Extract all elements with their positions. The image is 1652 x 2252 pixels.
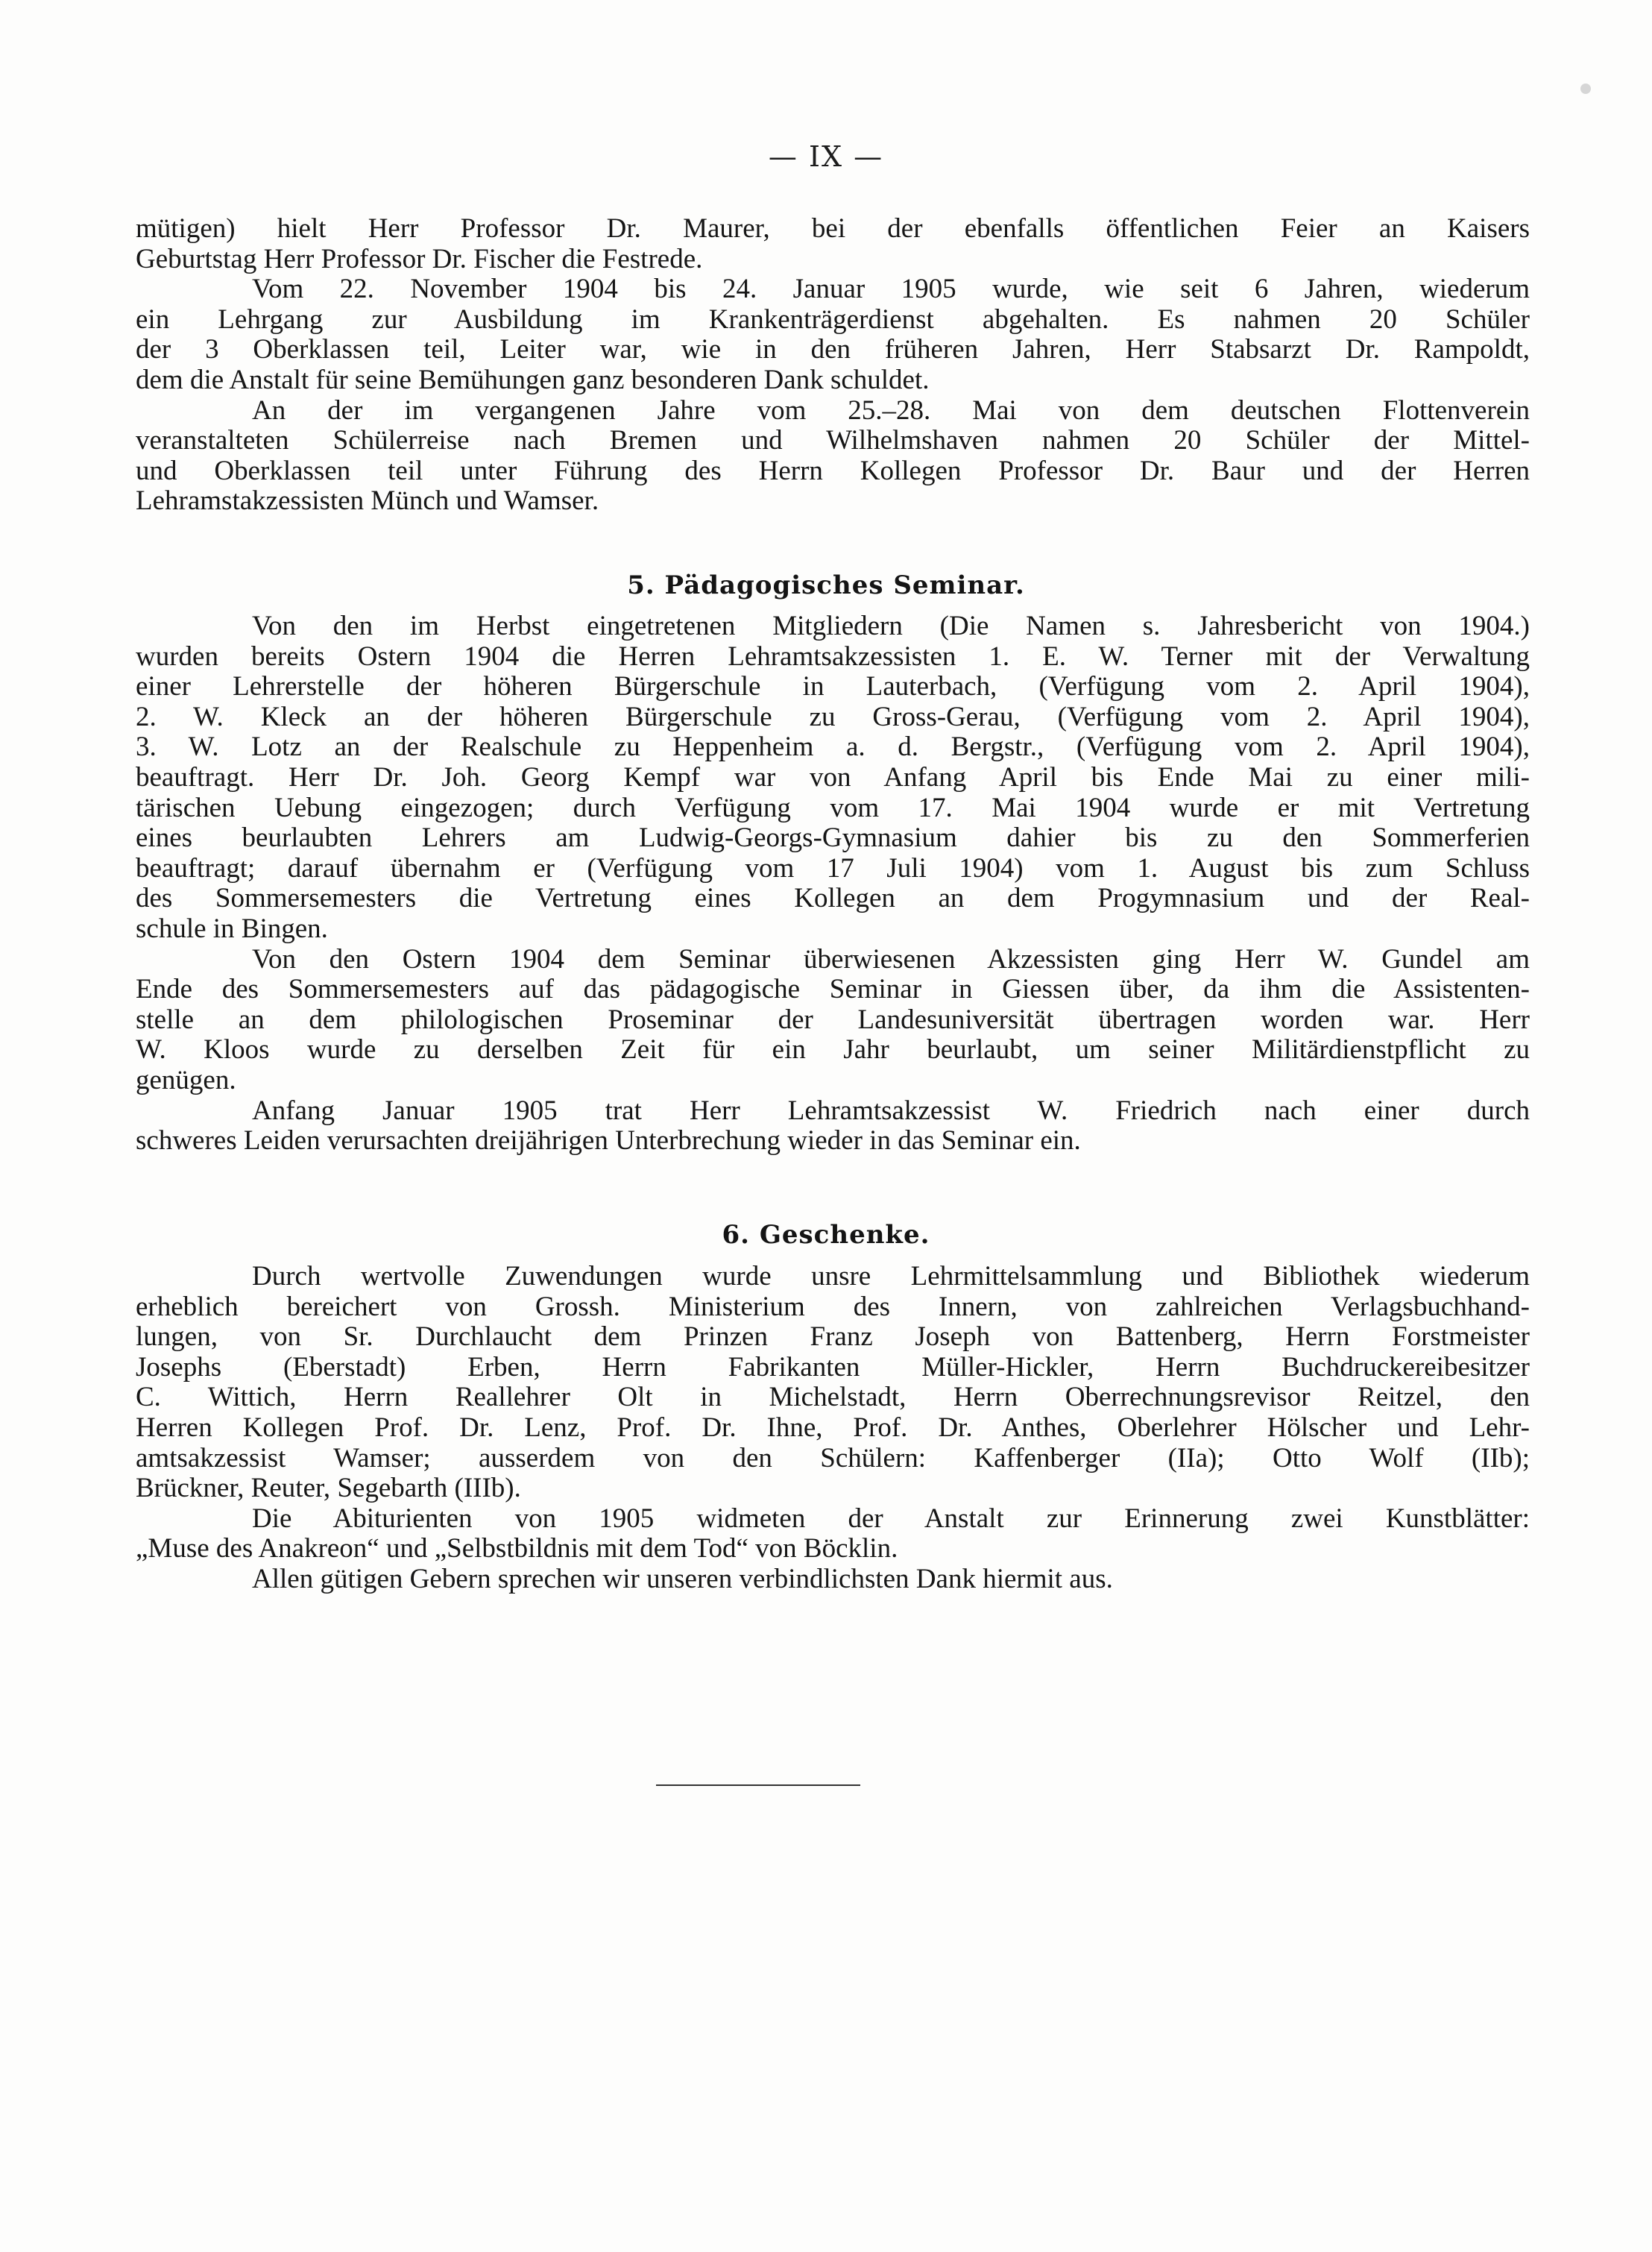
paper-speck: [1580, 84, 1591, 94]
text-line: Anfang Januar 1905 trat Herr Lehramtsakzessist W. Friedrich nach einer durch: [252, 1095, 1530, 1126]
text-line: Herren Kollegen Prof. Dr. Lenz, Prof. Dr. Ihne, Prof. Dr. Anthes, Oberlehrer Hölscher und Lehr-: [136, 1412, 1530, 1443]
text-line: Die Abiturienten von 1905 widmeten der Anstalt zur Erinnerung zwei Kunstblätter:: [252, 1503, 1530, 1534]
text-line: An der im vergangenen Jahre vom 25.–28. Mai von dem deutschen Flottenverein: [252, 394, 1530, 426]
text-line: des Sommersemesters die Vertretung eines Kollegen an dem Progymnasium und der Real-: [136, 883, 1530, 914]
text-line: Allen gütigen Gebern sprechen wir unseren verbindlichsten Dank hiermit aus.: [252, 1563, 1113, 1594]
text-line: und Oberklassen teil unter Führung des Herrn Kollegen Professor Dr. Baur und der Herren: [136, 455, 1530, 486]
text-line: schule in Bingen.: [136, 913, 328, 944]
text-line: veranstalteten Schülerreise nach Bremen und Wilhelmshaven nahmen 20 Schüler der Mittel-: [136, 425, 1530, 456]
text-line: C. Wittich, Herrn Reallehrer Olt in Michelstadt, Herrn Oberrechnungsrevisor Reitzel, den: [136, 1382, 1530, 1413]
text-line: der 3 Oberklassen teil, Leiter war, wie in den früheren Jahren, Herr Stabsarzt Dr. Rampoldt,: [136, 334, 1530, 365]
text-line: beauftragt; darauf übernahm er (Verfügung vom 17 Juli 1904) vom 1. August bis zum Schluss: [136, 852, 1530, 884]
text-line: amtsakzessist Wamser; ausserdem von den Schülern: Kaffenberger (IIa); Otto Wolf (IIb);: [136, 1442, 1530, 1473]
section-heading-geschenke: 6. Geschenke.: [722, 1220, 930, 1250]
page-number: — IX —: [768, 140, 884, 173]
text-line: Lehramstakzessisten Münch und Wamser.: [136, 485, 599, 517]
text-line: mütigen) hielt Herr Professor Dr. Maurer, bei der ebenfalls öffentlichen Feier an Kaisers: [136, 213, 1530, 244]
text-line: 2. W. Kleck an der höheren Bürgerschule zu Gross-Gerau, (Verfügung vom 2. April 1904),: [136, 701, 1530, 732]
text-line: genügen.: [136, 1064, 236, 1095]
text-line: wurden bereits Ostern 1904 die Herren Lehramtsakzessisten 1. E. W. Terner mit der Verwaltung: [136, 641, 1530, 672]
seminar-text: [136, 611, 1530, 1157]
text-line: einer Lehrerstelle der höheren Bürgerschule in Lauterbach, (Verfügung vom 2. April 1904),: [136, 671, 1530, 702]
text-line: 3. W. Lotz an der Realschule zu Heppenheim a. d. Bergstr., (Verfügung vom 2. April 1904),: [136, 732, 1530, 763]
text-line: Von den im Herbst eingetretenen Mitgliedern (Die Namen s. Jahresbericht von 1904.): [252, 611, 1530, 641]
text-line: Durch wertvolle Zuwendungen wurde unsre Lehrmittelsammlung und Bibliothek wiederum: [252, 1261, 1530, 1292]
text-line: erheblich bereichert von Grossh. Ministerium des Innern, von zahlreichen Verlagsbuchhand-: [136, 1291, 1530, 1322]
text-line: Geburtstag Herr Professor Dr. Fischer die Festrede.: [136, 243, 703, 274]
text-line: schweres Leiden verursachten dreijährigen Unterbrechung wieder in das Seminar ein.: [136, 1125, 1081, 1157]
text-line: dem die Anstalt für seine Bemühungen ganz besonderen Dank schuldet.: [136, 364, 930, 395]
text-line: tärischen Uebung eingezogen; durch Verfügung vom 17. Mai 1904 wurde er mit Vertretung: [136, 792, 1530, 823]
text-line: ein Lehrgang zur Ausbildung im Krankenträgerdienst abgehalten. Es nahmen 20 Schüler: [136, 303, 1530, 335]
text-line: Josephs (Eberstadt) Erben, Herrn Fabrikanten Müller-Hickler, Herrn Buchdruckereibesitzer: [136, 1351, 1530, 1383]
text-line: Vom 22. November 1904 bis 24. Januar 1905 wurde, wie seit 6 Jahren, wiederum: [252, 274, 1530, 305]
geschenke-text: [136, 1262, 1530, 1595]
text-line: „Muse des Anakreon“ und „Selbstbildnis mit dem Tod“ von Böcklin.: [136, 1533, 898, 1564]
text-line: Von den Ostern 1904 dem Seminar überwiesenen Akzessisten ging Herr W. Gundel am: [252, 943, 1530, 975]
text-line: eines beurlaubten Lehrers am Ludwig-Georgs-Gymnasium dahier bis zu den Sommerferien: [136, 823, 1530, 854]
text-line: beauftragt. Herr Dr. Joh. Georg Kempf war von Anfang April bis Ende Mai zu einer mili-: [136, 761, 1530, 793]
text-line: Ende des Sommersemesters auf das pädagogische Seminar in Giessen über, da ihm die Assistenten-: [136, 974, 1530, 1005]
text-line: stelle an dem philologischen Proseminar der Landesuniversität übertragen worden war. Herr: [136, 1004, 1530, 1035]
closing-rule: [656, 1784, 860, 1786]
text-line: lungen, von Sr. Durchlaucht dem Prinzen Franz Joseph von Battenberg, Herrn Forstmeister: [136, 1321, 1530, 1353]
text-line: W. Kloos wurde zu derselben Zeit für ein Jahr beurlaubt, um seiner Militärdienstpflicht zu: [136, 1034, 1530, 1066]
section-heading-seminar: 5. Pädagogisches Seminar.: [627, 570, 1025, 600]
text-line: Brückner, Reuter, Segebarth (IIIb).: [136, 1473, 521, 1504]
intro-text: [136, 214, 1530, 517]
